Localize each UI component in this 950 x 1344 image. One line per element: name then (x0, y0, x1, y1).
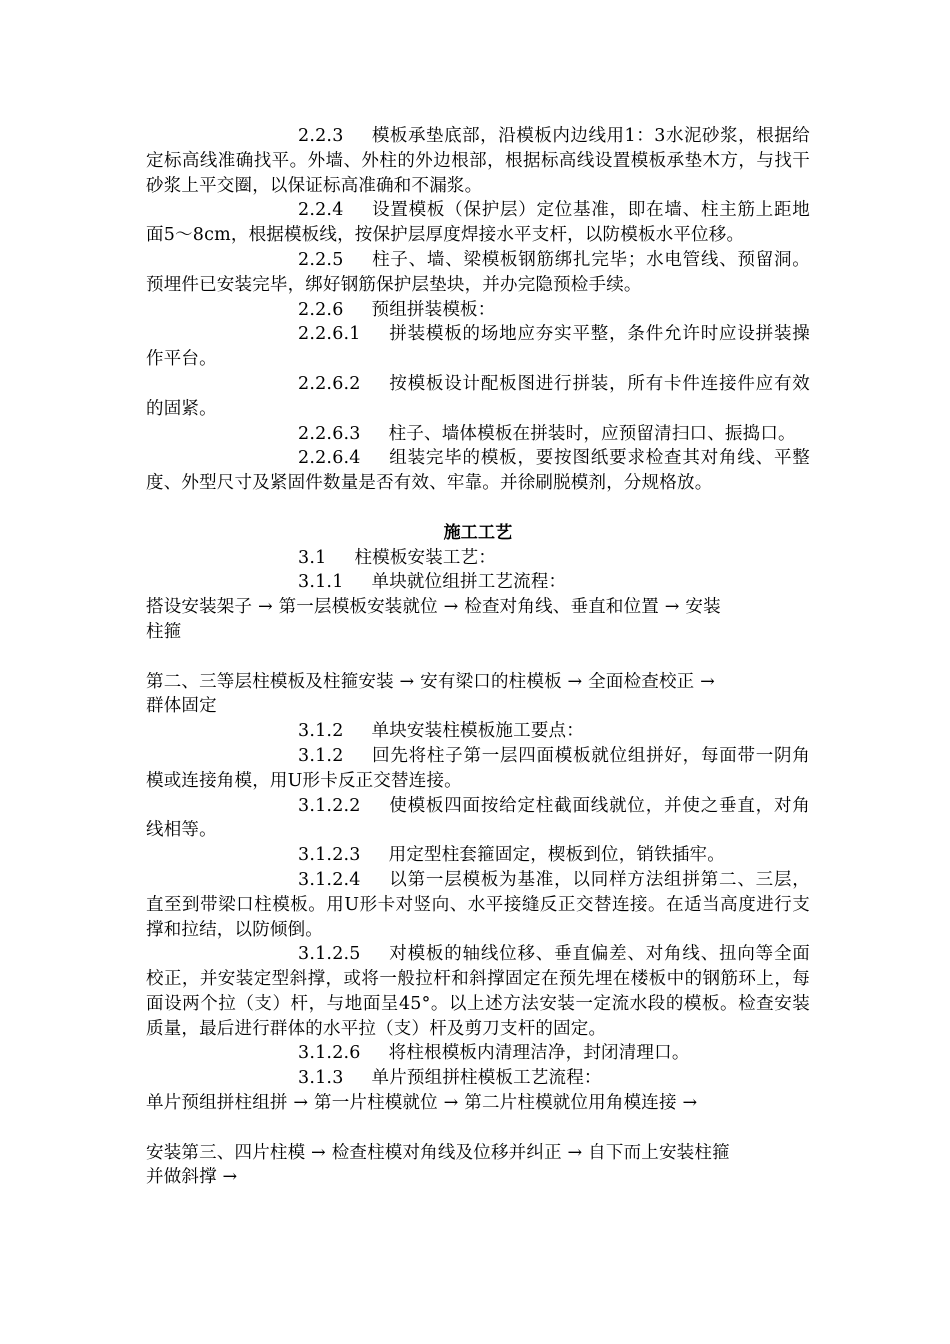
section-3-1-2-3 (146, 843, 810, 868)
section-number: 2.2.6 (298, 299, 344, 320)
section-number: 3.1.2 (298, 721, 344, 742)
section-text: 设置模板（保护层）定位基准，即在墙、柱主筋上距地面5～8cm，根据模板线，按保护层厚度焊接水平支杆，以防模板水平位移。 (146, 200, 810, 246)
section-text: 拼装模板的场地应夯实平整，条件允许时应设拼装操作平台。 (146, 324, 810, 370)
section-heading: 施工工艺 (443, 522, 513, 543)
section-number: 3.1.2.4 (298, 869, 361, 890)
flow-line: 柱箍 (146, 621, 182, 642)
section-number: 3.1.2 (298, 745, 344, 766)
section-number: 3.1.1 (298, 572, 344, 593)
section-2-2-6-3 (146, 422, 810, 447)
spacer (146, 1116, 810, 1141)
section-text: 以第一层模板为基准，以同样方法组拼第二、三层，直至到带梁口柱模板。用U形卡对竖向、水平接缝反正交替连接。在适当高度进行支撑和拉结，以防倾倒。 (146, 869, 810, 940)
section-3-1-2 (146, 719, 810, 744)
section-text: 回先将柱子第一层四面模板就位组拼好，每面带一阴角模或连接角模，用U形卡反正交替连接。 (146, 745, 810, 791)
section-text: 将柱根模板内清理洁净，封闭清理口。 (388, 1043, 690, 1064)
spacer (146, 645, 810, 670)
section-number: 2.2.6.2 (298, 373, 361, 394)
section-3-1 (146, 546, 810, 571)
section-2-2-6-4 (146, 446, 810, 496)
section-2-2-6-2 (146, 372, 810, 422)
section-number: 3.1.2.5 (298, 944, 361, 965)
section-number: 3.1.3 (298, 1068, 344, 1089)
section-number: 3.1.2.3 (298, 845, 361, 866)
flow-line: 搭设安装架子 → 第一层模板安装就位 → 检查对角线、垂直和位置 → 安装 (146, 597, 721, 618)
section-number: 2.2.5 (298, 249, 344, 270)
section-2-2-6 (146, 298, 810, 323)
section-2-2-5 (146, 248, 810, 298)
document-body (146, 124, 810, 1190)
section-number: 2.2.6.1 (298, 324, 361, 345)
section-text: 单片预组拼柱模板工艺流程： (371, 1068, 602, 1089)
section-text: 预组拼装模板： (371, 299, 496, 320)
section-text: 按模板设计配板图进行拼装，所有卡件连接件应有效的固紧。 (146, 373, 810, 419)
section-2-2-4 (146, 198, 810, 248)
section-number: 2.2.3 (298, 126, 344, 146)
section-text: 模板承垫底部，沿模板内边线用1：3水泥砂浆，根据给定标高线准确找平。外墙、外柱的外边根部，根据标高线设置模板承垫木方，与找干砂浆上平交圈，以保证标高准确和不漏浆。 (146, 126, 810, 196)
section-2-2-3 (146, 124, 810, 198)
section-number: 3.1.2.6 (298, 1043, 361, 1064)
section-number: 2.2.6.3 (298, 423, 361, 444)
section-text: 对模板的轴线位移、垂直偏差、对角线、扭向等全面校正，并安装定型斜撑，或将一般拉杆和斜撑固定在预先埋在楼板中的钢筋环上，每面设两个拉（支）杆，与地面呈45°。以上述方法安装一定流水段的模板。检查安装质量，最后进行群体的水平拉（支）杆及剪刀支杆的固定。 (146, 944, 810, 1039)
flow-line: 并做斜撑 → (146, 1167, 238, 1188)
section-3-1-1 (146, 570, 810, 595)
section-text: 组装完毕的模板，要按图纸要求检查其对角线、平整度、外型尺寸及紧固件数量是否有效、牢靠。并徐刷脱模剂，分规格放。 (146, 448, 810, 494)
section-number: 3.1 (298, 547, 327, 568)
section-2-2-6-1 (146, 322, 810, 372)
section-text: 单块就位组拼工艺流程： (371, 572, 567, 593)
section-3-1-2-5 (146, 942, 810, 1041)
section-text: 单块安装柱模板施工要点： (371, 721, 584, 742)
section-text: 用定型柱套箍固定，楔板到位，销铁插牢。 (388, 845, 725, 866)
section-number: 3.1.2.2 (298, 795, 361, 816)
section-3-1-2-4 (146, 868, 810, 942)
flow-line: 第二、三等层柱模板及柱箍安装 → 安有梁口的柱模板 → 全面检查校正 → (146, 671, 716, 692)
section-text: 柱子、墙体模板在拼装时，应预留清扫口、振捣口。 (388, 423, 796, 444)
flow-line: 安装第三、四片柱模 → 检查柱模对角线及位移并纠正 → 自下而上安装柱箍 (146, 1142, 730, 1163)
section-3-1-2-2 (146, 794, 810, 844)
section-3-1-2-detail (146, 744, 810, 794)
flow-line: 群体固定 (146, 696, 217, 717)
section-3-1-3 (146, 1066, 810, 1091)
section-3-1-2-6 (146, 1041, 810, 1066)
section-number: 2.2.4 (298, 200, 344, 221)
spacer (146, 496, 810, 521)
section-text: 柱模板安装工艺： (354, 547, 497, 568)
section-text: 使模板四面按给定柱截面线就位，并使之垂直，对角线相等。 (146, 795, 810, 841)
section-text: 柱子、墙、梁模板钢筋绑扎完毕；水电管线、预留洞。预埋件已安装完毕，绑好钢筋保护层垫块，并办完隐预检手续。 (146, 249, 810, 295)
flow-line: 单片预组拼柱组拼 → 第一片柱模就位 → 第二片柱模就位用角模连接 → (146, 1093, 698, 1114)
section-number: 2.2.6.4 (298, 448, 361, 469)
